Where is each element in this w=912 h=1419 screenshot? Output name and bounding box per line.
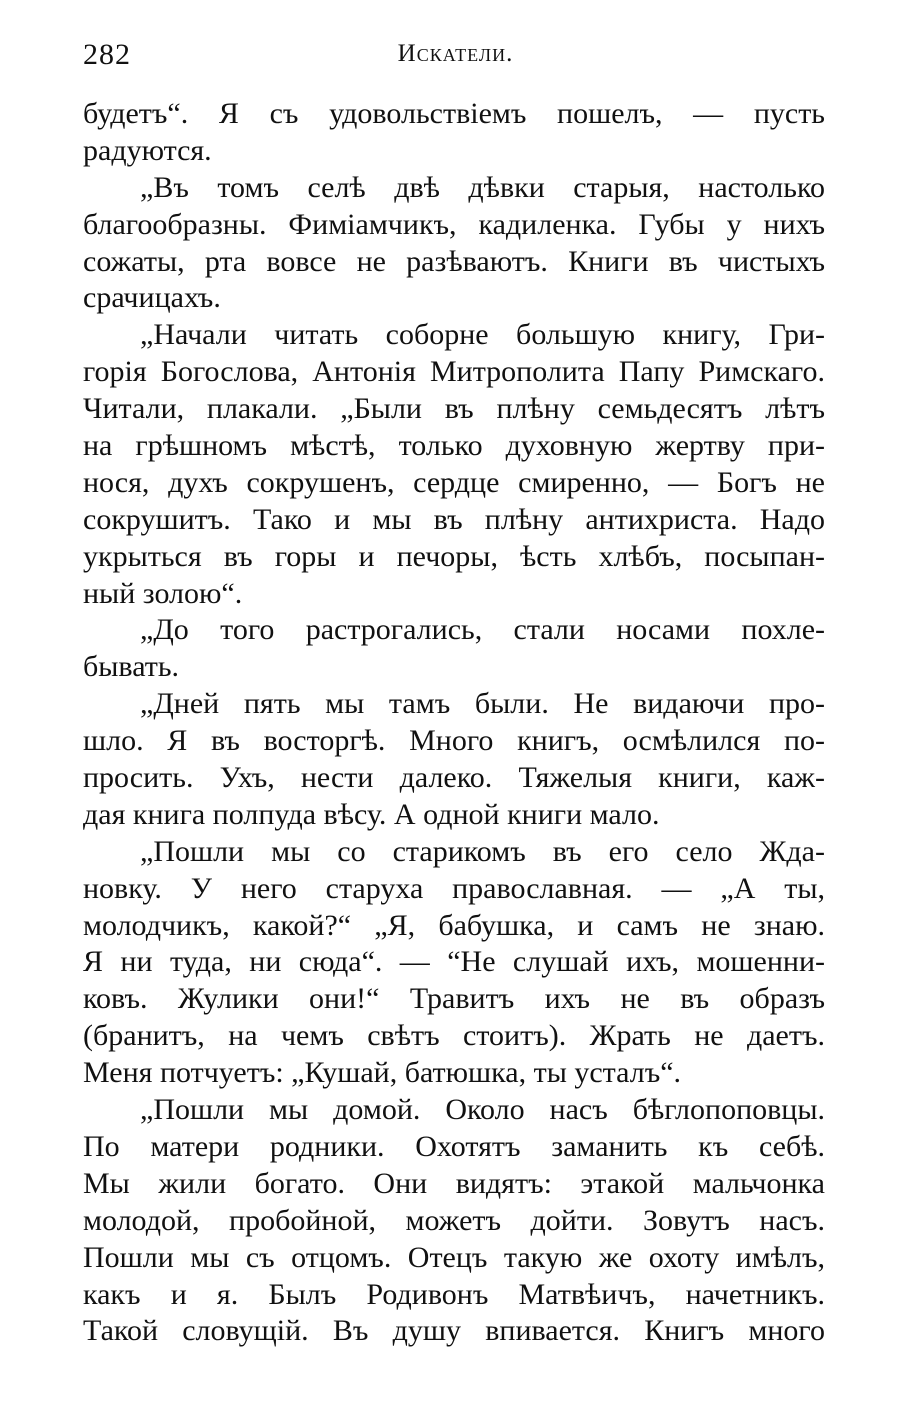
- text-line: молодой, пробойной, можетъ дойти. Зовутъ насъ.: [83, 1203, 825, 1237]
- running-title: Искатели.: [397, 40, 514, 67]
- text-line: Мы жили богато. Они видятъ: этакой мальчонка: [83, 1166, 825, 1200]
- text-line: благообразны. Фиміамчикъ, кадиленка. Губы у нихъ: [83, 207, 825, 241]
- text-line: укрыться въ горы и печоры, ѣсть хлѣбъ, посыпан-: [83, 539, 825, 573]
- text-line: какъ и я. Былъ Родивонъ Матвѣичъ, начетникъ.: [83, 1277, 825, 1311]
- page-number: 282: [83, 38, 131, 71]
- text-line: бывать.: [83, 650, 180, 684]
- text-line: Меня потчуетъ: „Кушай, батюшка, ты усталъ“.: [83, 1056, 682, 1090]
- text-line: Такой словущій. Въ душу впивается. Книгъ много: [83, 1314, 825, 1348]
- text-line: Читали, плакали. „Были въ плѣну семьдесятъ лѣтъ: [83, 392, 825, 426]
- text-line: на грѣшномъ мѣстѣ, только духовную жертву при-: [83, 429, 825, 463]
- text-line: радуются.: [83, 133, 212, 167]
- text-line: ный золою“.: [83, 576, 243, 610]
- page-body: [83, 96, 825, 1350]
- text-line: срачицахъ.: [83, 281, 221, 315]
- text-line: просить. Ухъ, нести далеко. Тяжелыя книги, каж-: [83, 761, 825, 795]
- text-line: сожаты, рта вовсе не разѣваютъ. Книги въ чистыхъ: [83, 244, 825, 278]
- text-line: (бранитъ, на чемъ свѣтъ стоитъ). Жрать не даетъ.: [83, 1019, 825, 1053]
- text-line: „Въ томъ селѣ двѣ дѣвки старыя, настолько: [140, 170, 825, 204]
- text-line: ковъ. Жулики они!“ Травитъ ихъ не въ образъ: [83, 982, 825, 1016]
- text-line: „Пошли мы домой. Около насъ бѣглопоповцы.: [140, 1093, 825, 1127]
- text-line: новку. У него старуха православная. — „А ты,: [83, 871, 825, 905]
- text-line: „До того растрогались, стали носами похле-: [140, 613, 825, 647]
- page-header: [83, 38, 828, 78]
- text-line: „Пошли мы со старикомъ въ его село Жда-: [140, 834, 825, 868]
- text-line: „Начали читать соборне большую книгу, Гри-: [140, 318, 825, 352]
- text-line: молодчикъ, какой?“ „Я, бабушка, и самъ не знаю.: [83, 908, 825, 942]
- text-line: „Дней пять мы тамъ были. Не видаючи про-: [140, 687, 825, 721]
- text-line: Пошли мы съ отцомъ. Отецъ такую же охоту имѣлъ,: [83, 1240, 825, 1274]
- text-line: шло. Я въ восторгѣ. Много книгъ, осмѣлился по-: [83, 724, 825, 758]
- text-line: сокрушитъ. Тако и мы въ плѣну антихриста. Надо: [83, 502, 825, 536]
- text-line: горія Богослова, Антонія Митрополита Папу Римскаго.: [83, 355, 825, 389]
- text-line: нося, духъ сокрушенъ, сердце смиренно, — Богъ не: [83, 465, 825, 499]
- text-line: Я ни туда, ни сюда“. — “Не слушай ихъ, мошенни-: [83, 945, 825, 979]
- text-line: По матери родники. Охотятъ заманить къ себѣ.: [83, 1129, 825, 1163]
- text-line: будетъ“. Я съ удовольствіемъ пошелъ, — пусть: [83, 97, 825, 130]
- text-line: дая книга полпуда вѣсу. А одной книги мало.: [83, 797, 660, 831]
